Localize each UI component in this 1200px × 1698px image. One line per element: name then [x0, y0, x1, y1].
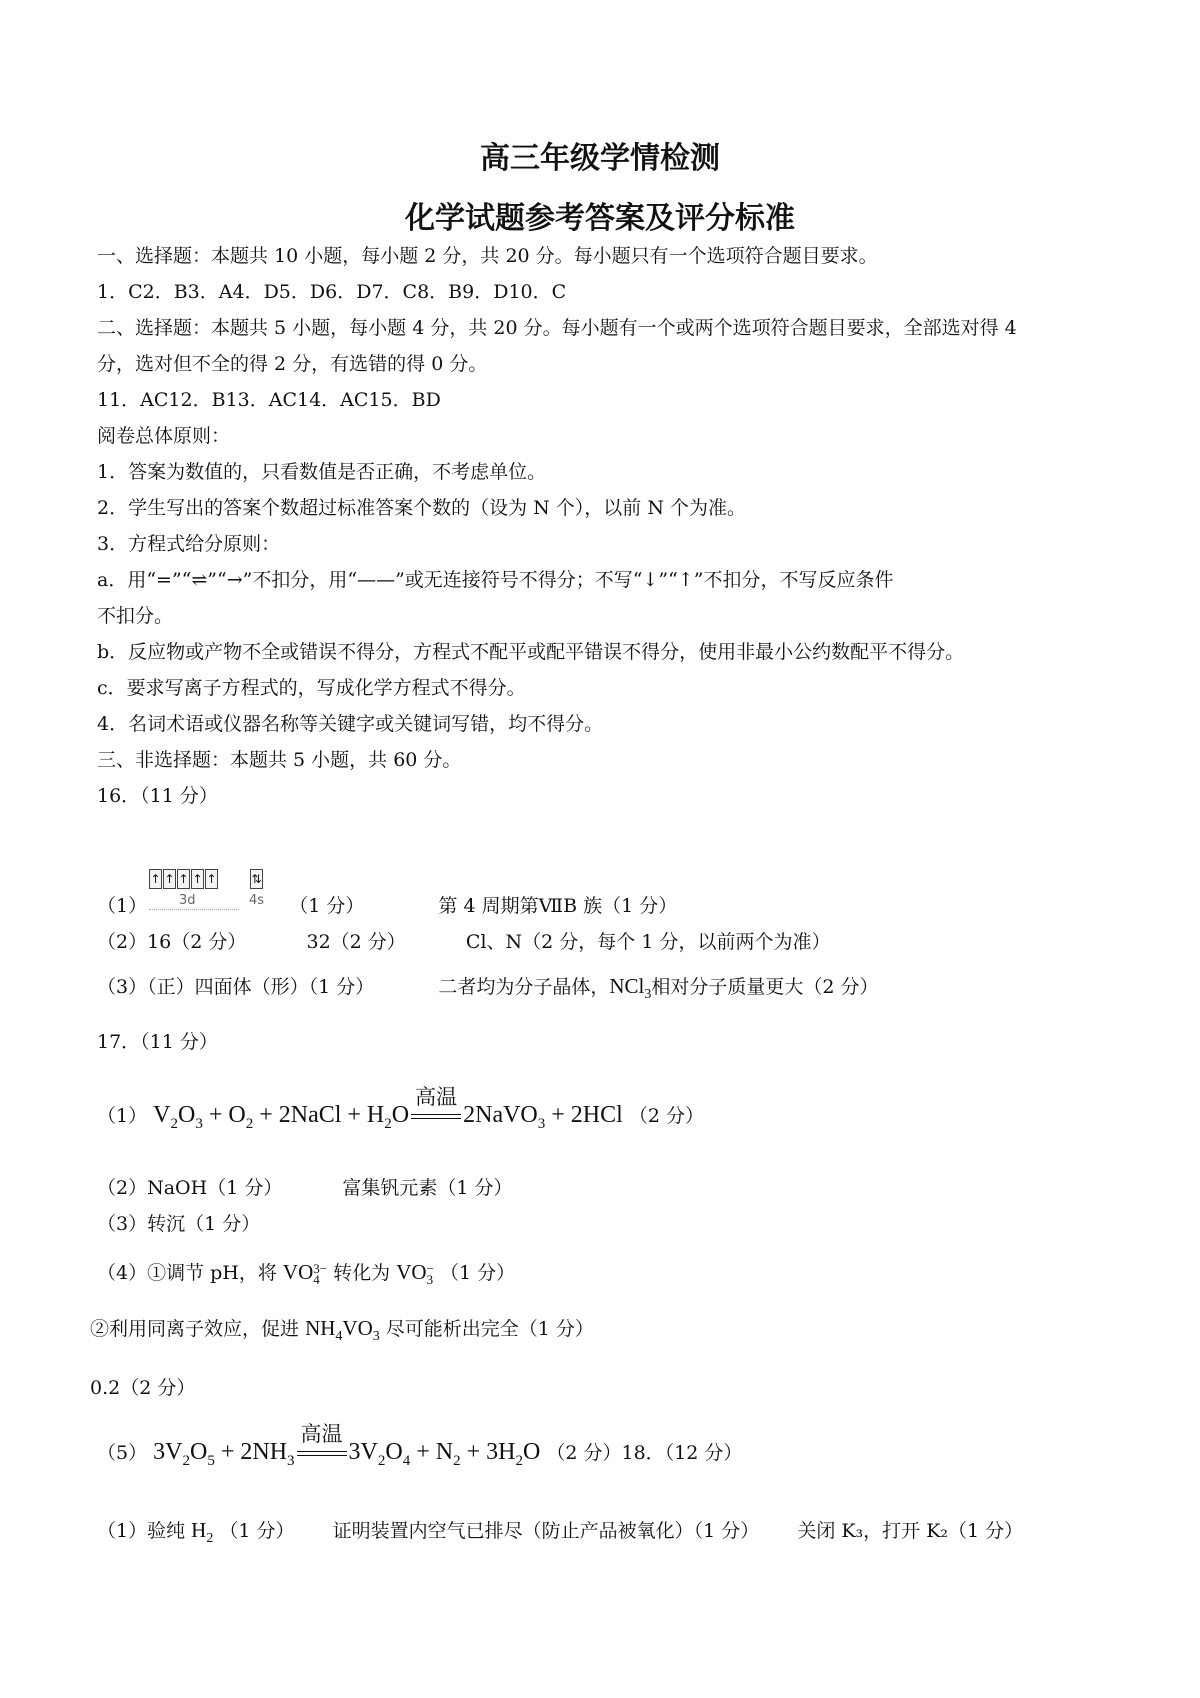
q17-title: 17．（11 分）: [97, 1031, 218, 1053]
q17-part5-score: （2 分）18．（12 分）: [546, 1442, 743, 1464]
q16-part3-b-pre: 二者均为分子晶体，: [438, 976, 610, 998]
q16-title: 16．（11 分）: [97, 785, 218, 807]
q18-part1-pre: （1）验纯: [97, 1520, 186, 1542]
q16-part2-a: （2）16（2 分）: [97, 931, 247, 953]
q17-part2: [97, 1176, 513, 1200]
principle-1: 1．答案为数值的，只看数值是否正确，不考虑单位。: [97, 461, 547, 483]
q17-part4b-post: 尽可能析出完全（1 分）: [385, 1318, 594, 1340]
q17-part4c: 0.2（2 分）: [90, 1377, 196, 1399]
orbital-label-4s: 4s: [249, 893, 265, 908]
q17-part5-label: （5）: [97, 1442, 148, 1464]
q16-part3-b-post: 相对分子质量更大（2 分）: [651, 976, 879, 998]
q17-part4-mid: 转化为: [333, 1262, 391, 1284]
q17-part4b: [90, 1316, 594, 1349]
q17-equation-1: $V_2O_3 + O_2$ + 2NaCl + $H_2O$ 高温 2NaVO$_3$ + 2HCl: [153, 1085, 623, 1132]
orbital-box-3d-1: ↑: [149, 869, 162, 889]
principle-4: 4．名词术语或仪器名称等关键字或关键词写错，均不得分。: [97, 713, 604, 735]
q17-part2-b: 富集钒元素（1 分）: [342, 1177, 513, 1199]
q16-part3-a: （3）（正）四面体（形）（1 分）: [97, 976, 375, 998]
q16-part2: [97, 930, 830, 954]
principle-2: 2．学生写出的答案个数超过标准答案个数的（设为 N 个），以前 N 个为准。: [97, 497, 746, 519]
principle-b: b．反应物或产物不全或错误不得分，方程式不配平或配平错误不得分，使用非最小公约数配平不得分。: [97, 641, 965, 663]
orbital-label-3d: 3d: [179, 893, 196, 908]
principle-c: c．要求写离子方程式的，写成化学方程式不得分。: [97, 677, 526, 699]
orbital-box-3d-5: ↑: [205, 869, 218, 889]
q16-part2-c: Cl、N（2 分，每个 1 分，以前两个为准）: [465, 931, 831, 953]
q16-part2-b: 32（2 分）: [306, 931, 406, 953]
q17-part1-label: （1）: [97, 1105, 148, 1127]
principle-a-line2: 不扣分。: [97, 605, 174, 627]
vo4-ion: VO 3− 4: [282, 1260, 328, 1288]
orbital-box-3d-3: ↑: [177, 869, 190, 889]
exam-subtitle: 化学试题参考答案及评分标准: [405, 201, 795, 236]
q17-part3: （3）转沉（1 分）: [97, 1213, 261, 1235]
section2-answers: 11．AC12．B13．AC14．AC15．BD: [97, 389, 441, 411]
principles-heading: 阅卷总体原则：: [97, 425, 231, 447]
vo3-ion: VO − 3: [396, 1260, 434, 1288]
q16-part1-label: （1）: [97, 895, 148, 917]
q17-part4b-pre: ②利用同离子效应，促进: [90, 1318, 300, 1340]
principle-a-line1: a．用“=”“⇌”“→”不扣分，用“——”或无连接符号不得分；不写“↓”“↑”不扣分，不写反应条件: [97, 569, 894, 591]
q18-part1-b: 证明装置内空气已排尽（防止产品被氧化）（1 分）: [332, 1520, 760, 1542]
section2-heading-line1: 二、选择题：本题共 5 小题，每小题 4 分，共 20 分。每小题有一个或两个选项符合题目要求，全部选对得 4: [97, 317, 1017, 339]
q16-part3: [97, 974, 878, 1007]
q16-part1-answer: 第 4 周期第ⅦB 族（1 分）: [438, 895, 678, 917]
q17-equation-5: $3V_2O_5 + 2NH_3$ 高温 $3V_2O_4 + N_2 + 3H_2O$: [153, 1422, 541, 1469]
principle-3: 3．方程式给分原则：: [97, 533, 281, 555]
q18-part1-score: （1 分）: [219, 1520, 295, 1542]
ncl3-formula: NCl$_3$: [609, 974, 652, 1003]
q18-part1-c: 关闭 K₃，打开 K₂（1 分）: [797, 1520, 1024, 1542]
q17-part4-score: （1 分）: [439, 1262, 516, 1284]
section1-heading: 一、选择题：本题共 10 小题，每小题 2 分，共 20 分。每小题只有一个选项符合题目要求。: [97, 245, 878, 267]
q17-part1-score: （2 分）: [628, 1105, 704, 1127]
nh4vo3-formula: $NH_4VO_3$: [305, 1316, 380, 1345]
q17-part1: [97, 1085, 704, 1136]
orbital-box-3d-4: ↑: [191, 869, 204, 889]
q17-part2-a: （2）NaOH（1 分）: [97, 1177, 283, 1199]
q17-part4-pre: （4）①调节 pH，将: [97, 1262, 277, 1284]
section1-answers: 1．C2．B3．A4．D5．D6．D7．C8．B9．D10．C: [97, 281, 567, 303]
section3-heading: 三、非选择题：本题共 5 小题，共 60 分。: [97, 749, 462, 771]
condition-high-temp: 高温: [415, 1085, 458, 1109]
section2-heading-line2: 分，选对但不全的得 2 分，有选错的得 0 分。: [97, 353, 488, 375]
q17-part4: [97, 1260, 516, 1288]
orbital-box-3d-2: ↑: [163, 869, 176, 889]
q16-part1-score: （1 分）: [289, 895, 365, 917]
orbital-box-4s: ⇅: [250, 869, 263, 889]
exam-title: 高三年级学情检测: [480, 141, 720, 176]
h2-formula: $H_2$: [191, 1518, 214, 1547]
q16-part1: [97, 894, 677, 918]
q17-part5: [97, 1422, 743, 1473]
condition-high-temp-2: 高温: [300, 1422, 343, 1446]
q18-part1: [97, 1518, 1023, 1551]
